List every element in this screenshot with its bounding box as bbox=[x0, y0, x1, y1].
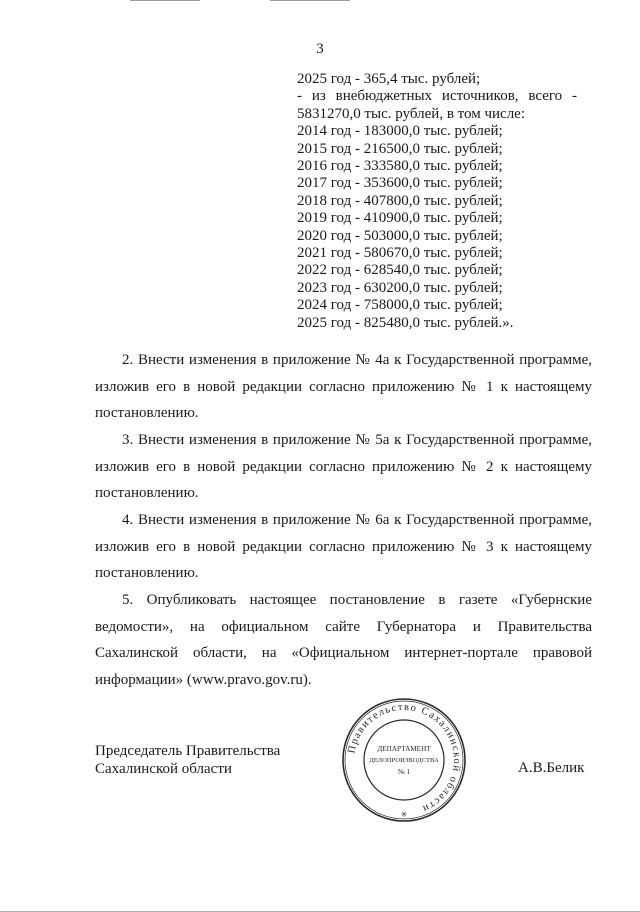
paragraph-2: 2. Внести изменения в приложение № 4а к Государственной программе, изложив его в новой редакции согласно приложению № 1 к настоящему постановлению. bbox=[95, 352, 592, 421]
funding-year-line: 2017 год - 353600,0 тыс. рублей; bbox=[297, 175, 503, 192]
stamp-ring-text: Правительство Сахалинской области bbox=[346, 701, 463, 815]
signer-title-line-2: Сахалинской области bbox=[95, 761, 232, 777]
funding-year-line: 2016 год - 333580,0 тыс. рублей; bbox=[297, 158, 503, 175]
funding-year-line: 2022 год - 628540,0 тыс. рублей; bbox=[297, 262, 503, 279]
funding-year-line: 2024 год - 758000,0 тыс. рублей; bbox=[297, 297, 503, 314]
paragraph-3: 3. Внести изменения в приложение № 5а к Государственной программе, изложив его в новой редакции согласно приложению № 2 к настоящему постановлению. bbox=[95, 432, 592, 501]
official-stamp bbox=[340, 696, 468, 824]
funding-year-line: 2025 год - 825480,0 тыс. рублей.». bbox=[297, 314, 514, 331]
scan-artifact-top bbox=[270, 0, 350, 1]
funding-year-line: 2015 год - 216500,0 тыс. рублей; bbox=[297, 140, 503, 157]
funding-list bbox=[297, 71, 577, 332]
stamp-center-line-2: ДЕЛОПРОИЗВОДСТВА bbox=[369, 757, 439, 764]
stamp-center-line-1: ДЕПАРТАМЕНТ bbox=[377, 745, 431, 753]
funding-year-line: 2019 год - 410900,0 тыс. рублей; bbox=[297, 210, 503, 227]
paragraph-4: 4. Внести изменения в приложение № 6а к Государственной программе, изложив его в новой редакции согласно приложению № 3 к настоящему постановлению. bbox=[95, 512, 592, 581]
funding-year-line: 2021 год - 580670,0 тыс. рублей; bbox=[297, 245, 503, 262]
funding-year-line: 2014 год - 183000,0 тыс. рублей; bbox=[297, 123, 503, 140]
stamp-star-icon: ✳ bbox=[400, 810, 408, 819]
funding-year-line: 2018 год - 407800,0 тыс. рублей; bbox=[297, 192, 503, 209]
funding-line: 2025 год - 365,4 тыс. рублей; bbox=[297, 71, 481, 87]
funding-year-line: 2020 год - 503000,0 тыс. рублей; bbox=[297, 227, 503, 244]
page-number: 3 bbox=[316, 41, 324, 57]
scan-artifact-top bbox=[130, 0, 200, 1]
signer-title bbox=[95, 742, 280, 778]
paragraph-5: 5. Опубликовать настоящее постановление в газете «Губернские ведомости», на официальном сайте Губернатора и Правительства Сахалинской области, на «Официальном интернет-портале правовой информации» (www.pravo.gov.ru). bbox=[95, 592, 592, 688]
stamp-center-line-3: № 1 bbox=[397, 768, 411, 776]
funding-year-line: 2023 год - 630200,0 тыс. рублей; bbox=[297, 279, 503, 296]
offbudget-intro: - из внебюджетных источников, всего - bbox=[297, 88, 577, 105]
offbudget-total: 5831270,0 тыс. рублей, в том числе: bbox=[297, 105, 526, 122]
signer-title-line-1: Председатель Правительства bbox=[95, 743, 281, 759]
signer-name: А.В.Белик bbox=[518, 760, 585, 776]
